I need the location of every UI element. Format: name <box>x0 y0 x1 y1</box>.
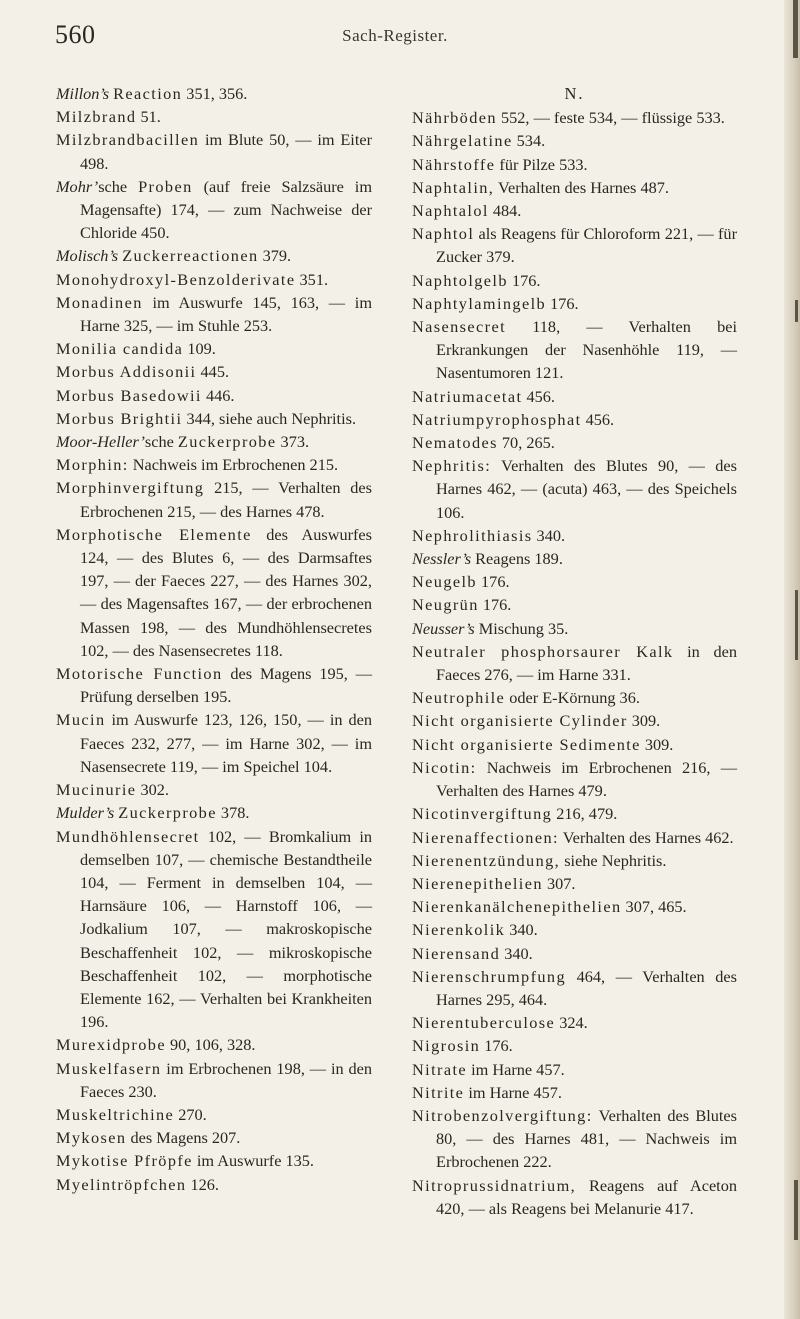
index-entry <box>56 291 372 337</box>
index-entry <box>56 337 372 360</box>
entry-text: 351, 356. <box>182 84 248 103</box>
entry-text: 552, — feste 534, — flüssige 533. <box>496 108 725 128</box>
entry-text: im Auswurfe 145, 163, — im Harne 325, — im Stuhle 253. <box>80 292 372 336</box>
entry-text: im Auswurfe 123, 126, 150, — in den Faeces 232, 277, — im Harne 302, — im Nasensecrete 119, — im Speichel 104. <box>80 710 372 776</box>
index-entry <box>56 1149 372 1172</box>
entry-text: als Reagens für Chloroform 221, — für Zucker 379. <box>436 224 737 267</box>
entry-headword: Natriumpyrophosphat <box>412 409 582 429</box>
entry-text: Verhalten des Blutes 90, — des Harnes 462, — (acuta) 463, — des Speichels 106. <box>436 456 737 522</box>
entry-headword: Natriumacetat <box>412 386 523 406</box>
entry-headword: Nicotin: <box>412 757 477 777</box>
entry-text: 340. <box>500 943 533 963</box>
entry-headword: Zuckerprobe <box>118 803 217 823</box>
entry-text: 340. <box>532 525 566 545</box>
entry-headword: Neutrophile <box>412 688 506 708</box>
entry-text: 445. <box>196 362 230 382</box>
entry-text: 379. <box>258 246 292 266</box>
entry-headword: Naphtalol <box>412 201 489 221</box>
entry-text: in den Faeces 276, — im Harne 331. <box>436 641 738 685</box>
entry-headword: Nigrosin <box>412 1036 481 1056</box>
index-entry <box>56 778 372 801</box>
index-entry <box>412 431 737 454</box>
entry-text: Nachweis im Erbrochenen 216, — Verhalten des Harnes 479. <box>436 757 737 801</box>
index-entry <box>56 825 372 1034</box>
index-entry <box>56 244 372 267</box>
index-entry <box>56 407 372 430</box>
entry-text: 340. <box>505 920 538 940</box>
entry-headword: Naphtol <box>412 224 475 244</box>
entry-headword: Nasensecret <box>412 317 507 337</box>
entry-text: 176. <box>507 270 541 290</box>
entry-name-italic: Mulder’s <box>56 803 115 823</box>
entry-headword: Nährgelatine <box>412 131 513 151</box>
index-entry <box>412 385 737 408</box>
index-entry <box>412 315 737 385</box>
entry-name-italic: Mohr’ <box>56 176 99 196</box>
entry-text: 90, 106, 328. <box>165 1035 256 1055</box>
entry-headword: Muskeltrichine <box>56 1104 175 1124</box>
index-entry <box>412 292 737 315</box>
entry-text: 216, 479. <box>552 804 618 824</box>
index-entry <box>412 222 737 268</box>
entry-name-italic: Millon’s <box>56 84 110 103</box>
entry-text: 534. <box>512 131 546 151</box>
index-entry <box>412 1034 737 1057</box>
index-entry <box>412 756 737 802</box>
running-head: Sach-Register. <box>342 26 448 45</box>
index-entry <box>56 175 372 245</box>
index-entry <box>412 408 737 431</box>
entry-text: Reagens auf Aceton 420, — als Reagens bei Melanurie 417. <box>436 1175 737 1218</box>
index-entry <box>56 662 372 708</box>
entry-text: 270. <box>174 1104 207 1124</box>
entry-headword: Nierenaffectionen: <box>412 827 559 847</box>
entry-headword: Mykotise Pfröpfe <box>56 1151 193 1171</box>
index-entry <box>412 965 737 1011</box>
entry-headword: Milzbrand <box>56 107 137 127</box>
entry-headword: Nierentuberculose <box>412 1013 556 1033</box>
index-entry <box>56 708 372 778</box>
entry-text: im Blute 50, — im Eiter 498. <box>80 130 372 173</box>
entry-headword: Naphtalin, <box>412 177 495 197</box>
entry-text: 309. <box>627 711 661 731</box>
index-entry <box>56 1103 372 1126</box>
index-entry <box>56 1033 372 1056</box>
entry-headword: Zuckerprobe <box>177 432 277 452</box>
index-entry <box>56 1173 372 1196</box>
edge-mark <box>794 1180 798 1240</box>
entry-headword: Nicht organisierte Cylinder <box>412 711 628 731</box>
index-entry <box>412 942 737 965</box>
entry-headword: Neutraler phosphorsaurer Kalk <box>412 641 674 661</box>
page-number: 560 <box>55 20 96 49</box>
index-entry <box>56 105 372 128</box>
index-entry <box>412 269 737 292</box>
index-entry <box>56 1126 372 1149</box>
index-entry <box>412 709 737 732</box>
index-entry <box>56 128 372 174</box>
entry-text: 176. <box>480 1036 513 1056</box>
entry-headword: Morbus Basedowii <box>56 385 202 405</box>
entry-headword: Neugelb <box>412 572 477 592</box>
entry-text: 351. <box>295 269 329 289</box>
entry-text: 446. <box>201 385 235 405</box>
index-entry <box>412 199 737 222</box>
entry-text: Nachweis im Erbrochenen 215. <box>128 455 339 475</box>
entry-headword: Zuckerreactionen <box>122 246 259 266</box>
entry-headword: Monadinen <box>56 292 143 312</box>
entry-headword: Myelintröpfchen <box>56 1174 187 1194</box>
entry-text: 176. <box>546 293 579 313</box>
index-entry <box>412 826 737 849</box>
index-entry <box>412 640 737 686</box>
entry-headword: Mucinurie <box>56 780 137 800</box>
entry-name-italic: Nessler’s <box>412 549 472 569</box>
entry-text: 456. <box>581 409 615 429</box>
entry-text: 102, — Bromkalium in demselben 107, — chemische Bestandtheile 104, — Ferment in demselben 104, — Harnsäure 106, — Harnstoff 106, — Jodkalium 107, — makroskopische Beschaffenheit 102, — mikroskopische Beschaffenheit 102, — morphotische Elemente 162, — Verhalten bei Krankheiten 196. <box>80 826 372 1032</box>
entry-headword: Motorische Function <box>56 664 223 684</box>
entry-text: 484. <box>488 201 522 221</box>
entry-headword: Nephritis: <box>412 456 492 476</box>
index-entry <box>412 733 737 756</box>
entry-headword: Morbus Addisonii <box>56 362 197 382</box>
entry-text: 307, 465. <box>621 897 687 917</box>
entry-headword: Nierenkolik <box>412 920 506 940</box>
page-header <box>55 20 735 60</box>
entry-text: Verhalten des Harnes 487. <box>494 177 669 197</box>
entry-text: 70, 265. <box>497 433 555 453</box>
entry-text: im Auswurfe 135. <box>192 1151 315 1171</box>
entry-headword: Neugrün <box>412 595 479 615</box>
entry-headword: Mundhöhlensecret <box>56 826 200 846</box>
entry-text: Reagens 189. <box>471 549 563 569</box>
entry-headword: Monilia candida <box>56 339 184 359</box>
entry-headword: Nierensand <box>412 943 501 963</box>
entry-name-italic: Molisch’s <box>56 246 119 266</box>
entry-text: 344, siehe auch Nephritis. <box>182 408 357 428</box>
entry-text: 176. <box>478 595 512 615</box>
index-column-left <box>56 82 372 1196</box>
index-entry <box>56 453 372 476</box>
entry-text: sche <box>144 432 178 452</box>
index-entry <box>412 802 737 825</box>
entry-headword: Nierenschrumpfung <box>412 966 567 986</box>
entry-headword: Naphtolgelb <box>412 270 508 290</box>
entry-headword: Morphinvergiftung <box>56 478 205 498</box>
index-entry <box>56 430 372 453</box>
entry-headword: Nitrite <box>412 1082 465 1102</box>
entry-text: 51. <box>136 107 161 127</box>
index-entry <box>412 1011 737 1034</box>
index-entry <box>56 801 372 824</box>
entry-text: des Magens 195, — Prüfung derselben 195. <box>80 664 372 707</box>
entry-name-italic: Moor-Heller’ <box>56 432 145 452</box>
entry-text: oder E-Körnung 36. <box>505 688 640 708</box>
entry-headword: Nierenepithelien <box>412 873 543 893</box>
entry-headword: Nitroprussidnatrium, <box>412 1175 577 1195</box>
index-entry <box>56 384 372 407</box>
index-entry <box>412 570 737 593</box>
index-entry <box>412 129 737 152</box>
index-entry <box>412 1174 737 1220</box>
entry-headword: Mykosen <box>56 1128 127 1148</box>
entry-headword: Muskelfasern <box>56 1058 162 1078</box>
entry-text: 126. <box>186 1174 219 1194</box>
entry-headword: Nierenkanälchenepithelien <box>412 897 622 917</box>
entry-text: 324. <box>555 1013 588 1033</box>
index-entry <box>412 106 737 129</box>
index-entry <box>412 1081 737 1104</box>
index-entry <box>412 617 737 640</box>
entry-headword: Nephrolithiasis <box>412 525 533 545</box>
index-entry <box>56 268 372 291</box>
entry-headword: Nährböden <box>412 108 497 128</box>
entry-headword: Morphotische Elemente <box>56 524 252 544</box>
entry-headword: Nährstoffe <box>412 154 496 174</box>
entry-text: im Harne 457. <box>464 1082 562 1102</box>
entry-text: 109. <box>183 339 216 359</box>
entry-text: im Harne 457. <box>467 1059 565 1079</box>
entry-text: des Magens 207. <box>126 1128 241 1148</box>
index-entry <box>412 1058 737 1081</box>
edge-mark <box>795 300 798 322</box>
entry-text: 464, — Verhalten des Harnes 295, 464. <box>436 966 737 1009</box>
index-entry <box>412 849 737 872</box>
entry-headword: Monohydroxyl-Benzolderivate <box>56 269 296 289</box>
entry-text: 309. <box>640 734 674 754</box>
index-column-right <box>412 82 737 1220</box>
index-entry <box>412 872 737 895</box>
edge-mark <box>793 0 798 58</box>
entry-text: 118, — Verhalten bei Erkrankungen der Nasenhöhle 119, — Nasentumoren 121. <box>436 317 737 383</box>
index-entry <box>56 1057 372 1103</box>
entry-headword: Proben <box>138 176 193 196</box>
index-entry <box>56 523 372 662</box>
entry-headword: Milzbrandbacillen <box>56 130 200 150</box>
entry-headword: Nierenentzündung, <box>412 850 561 870</box>
entry-text: Mischung 35. <box>474 618 569 638</box>
entry-headword: Murexidprobe <box>56 1035 166 1055</box>
index-entry <box>412 547 737 570</box>
index-entry <box>56 476 372 522</box>
index-entry <box>56 82 372 105</box>
entry-text: 176. <box>476 572 510 592</box>
entry-text: 373. <box>276 432 310 452</box>
entry-headword: Mucin <box>56 710 106 730</box>
index-entry <box>412 454 737 524</box>
entry-name-italic: Neusser’s <box>412 618 475 638</box>
entry-text: 302. <box>136 780 169 800</box>
entry-headword: Nitrobenzolvergiftung: <box>412 1105 593 1125</box>
entry-text: 456. <box>522 386 555 406</box>
entry-headword: Morbus Brightii <box>56 408 183 428</box>
entry-text: Verhalten des Blutes 80, — des Harnes 481, — Nachweis im Erbrochenen 222. <box>436 1105 737 1172</box>
entry-headword: Reaction <box>113 84 183 103</box>
page-edge <box>784 0 800 1319</box>
entry-headword: Nicotinvergiftung <box>412 804 553 824</box>
index-entry <box>412 593 737 616</box>
index-entry <box>412 1104 737 1174</box>
index-entry <box>412 524 737 547</box>
entry-text: 307. <box>542 873 576 893</box>
index-entry <box>56 360 372 383</box>
entry-text: des Auswurfes 124, — des Blutes 6, — des Darmsaftes 197, — der Faeces 227, — des Harnes 302, — des Magensaftes 167, — der erbrochenen Massen 198, — des Mundhöhlensecretes 102, — des Nasensecretes 118. <box>80 524 372 660</box>
entry-headword: Morphin: <box>56 455 129 475</box>
entry-text: im Erbrochenen 198, — in den Faeces 230. <box>80 1058 372 1101</box>
index-entry <box>412 918 737 941</box>
entry-text: für Pilze 533. <box>495 154 588 174</box>
entry-text: siehe Nephritis. <box>560 850 667 870</box>
edge-mark <box>795 590 798 660</box>
entry-text: 215, — Verhalten des Erbrochenen 215, — des Harnes 478. <box>80 478 372 521</box>
entry-headword: Nicht organisierte Sedimente <box>412 734 641 754</box>
entry-text: Verhalten des Harnes 462. <box>558 827 734 847</box>
entry-text: 378. <box>216 803 250 823</box>
entry-text: (auf freie Salzsäure im Magensafte) 174, — zum Nachweise der Chloride 450. <box>80 176 372 243</box>
entry-text: sche <box>98 176 139 196</box>
index-entry <box>412 895 737 918</box>
section-letter: N. <box>564 84 585 103</box>
entry-headword: Nematodes <box>412 433 498 453</box>
entry-headword: Naphtylamingelb <box>412 293 547 313</box>
index-entry <box>412 153 737 176</box>
index-entry <box>412 686 737 709</box>
entry-headword: Nitrate <box>412 1059 468 1079</box>
index-entry <box>412 176 737 199</box>
